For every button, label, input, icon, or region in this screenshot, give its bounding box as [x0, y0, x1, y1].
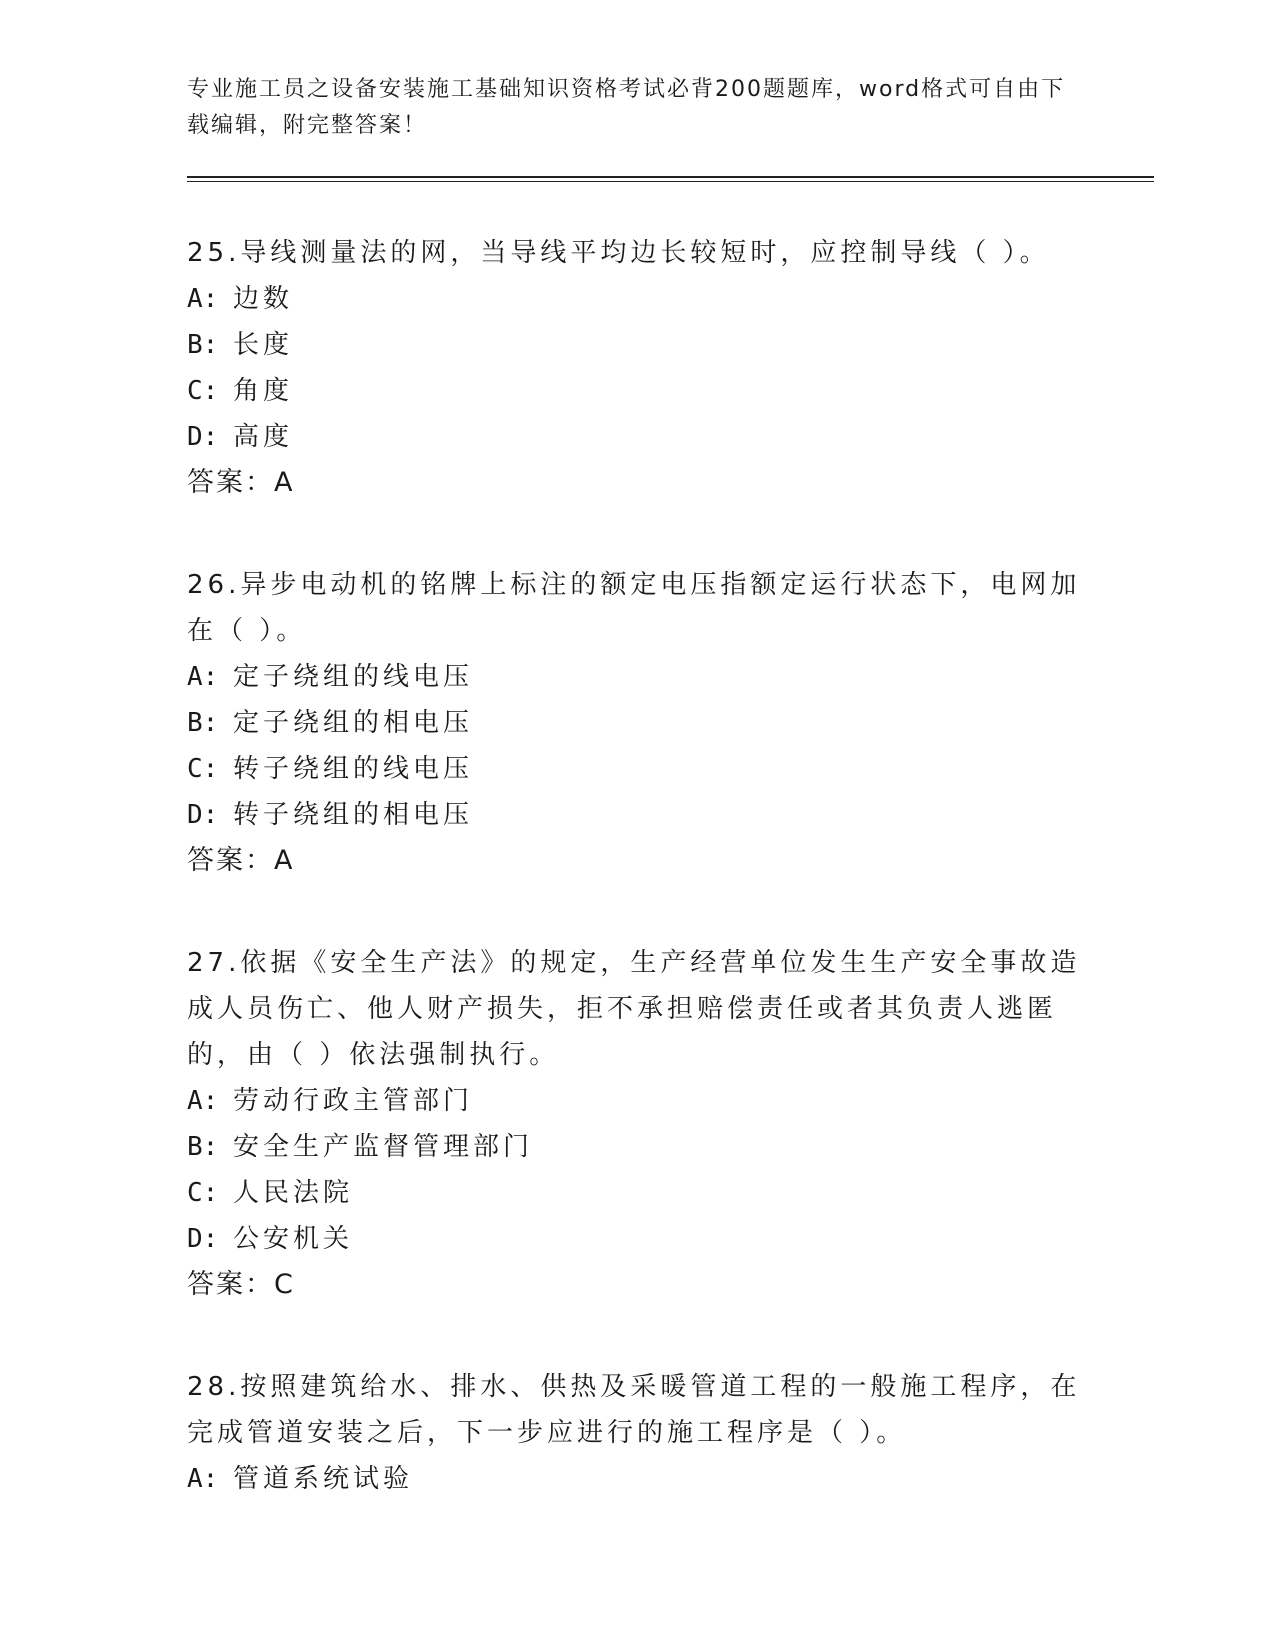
option-d — [187, 792, 1087, 838]
option-letter: D: — [187, 422, 219, 452]
option-b — [187, 700, 1087, 746]
option-text: 安全生产监督管理部门 — [233, 1132, 534, 1162]
option-letter: C: — [187, 376, 219, 406]
option-text: 人民法院 — [233, 1178, 354, 1208]
option-text: 边数 — [233, 284, 294, 314]
document-header: 专业施工员之设备安装施工基础知识资格考试必背200题题库，word格式可自由下载编辑，附完整答案！ — [187, 77, 1066, 138]
option-text: 角度 — [233, 376, 294, 406]
option-letter: A: — [187, 284, 219, 314]
option-text: 公安机关 — [233, 1224, 354, 1254]
option-d — [187, 414, 1087, 460]
option-text: 管道系统试验 — [233, 1464, 414, 1494]
option-c — [187, 1170, 1087, 1216]
option-a — [187, 276, 1087, 322]
option-a — [187, 654, 1087, 700]
option-c — [187, 746, 1087, 792]
option-text: 劳动行政主管部门 — [233, 1086, 474, 1116]
question-27 — [187, 940, 1087, 1308]
option-letter: A: — [187, 1086, 219, 1116]
option-text: 长度 — [233, 330, 294, 360]
option-letter: B: — [187, 708, 219, 738]
question-text: 25.导线测量法的网，当导线平均边长较短时，应控制导线（ ）。 — [187, 238, 1050, 268]
option-letter: B: — [187, 1132, 219, 1162]
question-26 — [187, 562, 1087, 884]
option-letter: D: — [187, 800, 219, 830]
question-text: 26.异步电动机的铭牌上标注的额定电压指额定运行状态下，电网加在（ ）。 — [187, 570, 1081, 646]
option-letter: C: — [187, 1178, 219, 1208]
option-c — [187, 368, 1087, 414]
option-letter: C: — [187, 754, 219, 784]
question-28 — [187, 1364, 1087, 1502]
option-b — [187, 322, 1087, 368]
answer-text: 答案：A — [187, 467, 295, 498]
answer-text: 答案：C — [187, 1269, 295, 1300]
option-text: 高度 — [233, 422, 294, 452]
option-d — [187, 1216, 1087, 1262]
question-text: 28.按照建筑给水、排水、供热及采暖管道工程的一般施工程序，在完成管道安装之后，下一步应进行的施工程序是（ ）。 — [187, 1372, 1081, 1448]
option-text: 定子绕组的相电压 — [233, 708, 474, 738]
option-a — [187, 1456, 1087, 1502]
option-a — [187, 1078, 1087, 1124]
option-b — [187, 1124, 1087, 1170]
option-letter: D: — [187, 1224, 219, 1254]
option-letter: B: — [187, 330, 219, 360]
question-list — [187, 230, 1087, 1558]
option-letter: A: — [187, 662, 219, 692]
option-text: 定子绕组的线电压 — [233, 662, 474, 692]
header-divider — [187, 176, 1154, 182]
option-text: 转子绕组的相电压 — [233, 800, 474, 830]
answer-text: 答案：A — [187, 845, 295, 876]
question-text: 27.依据《安全生产法》的规定，生产经营单位发生生产安全事故造成人员伤亡、他人财产损失，拒不承担赔偿责任或者其负责人逃匿的，由（ ）依法强制执行。 — [187, 948, 1081, 1070]
option-text: 转子绕组的线电压 — [233, 754, 474, 784]
question-25 — [187, 230, 1087, 506]
option-letter: A: — [187, 1464, 219, 1494]
